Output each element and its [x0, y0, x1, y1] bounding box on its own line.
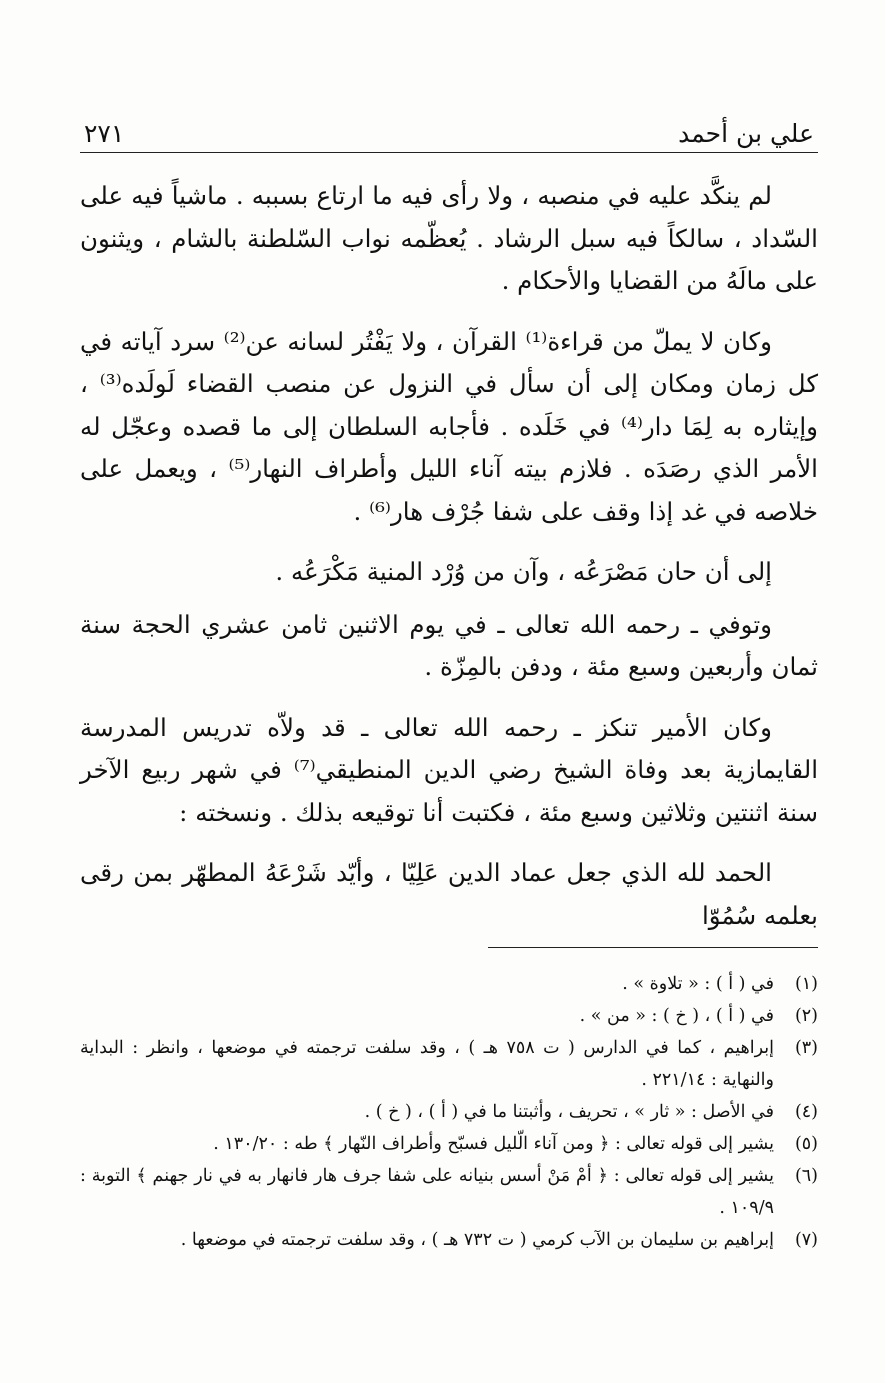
footnotes	[80, 968, 818, 1256]
footnote-text: في ( أ ) ، ( خ ) : « من » .	[579, 1006, 774, 1026]
footnote-number: (٣)	[794, 1038, 818, 1058]
footnote-number: (١)	[794, 974, 818, 994]
running-title: علي بن أحمد	[678, 119, 814, 148]
paragraph: وكان لا يملّ من قراءة⁽¹⁾ القرآن ، ولا يَفْتُر لسانه عن⁽²⁾ سرد آياته في كل زمان ومكان إلى أن سأل في النزول عن منصب القضاء لَولَده⁽³⁾ ، وإيثاره به لِمَا دار⁽⁴⁾ في خَلَده . فأجابه السلطان إلى ما قصده وعجّل له الأمر الذي رصَدَه . فلازم بيته آناء الليل وأطراف النهار⁽⁵⁾ ، ويعمل على خلاصه في غد إذا وقف على شفا جُرْف هار⁽⁶⁾ .	[80, 326, 818, 526]
footnote-rule	[488, 947, 818, 948]
footnote-number: (٤)	[794, 1102, 818, 1122]
footnote-item	[80, 1224, 818, 1256]
paragraph: إلى أن حان مَصْرَعُه ، وآن من وُرْد المنية مَكْرَعُه .	[275, 557, 772, 586]
page-number: ٢٧١	[84, 119, 125, 148]
footnote-item	[80, 1000, 818, 1032]
footnote-number: (٥)	[794, 1134, 818, 1154]
header-rule	[80, 152, 818, 153]
paragraph: الحمد لله الذي جعل عماد الدين عَلِيّا ، وأيّد شَرْعَهُ المطهّر بمن رقى بعلمه سُمُوّا	[80, 858, 818, 930]
footnote-number: (٦)	[794, 1166, 818, 1186]
paragraph: وكان الأمير تنكز ـ رحمه الله تعالى ـ قد ولاّه تدريس المدرسة القايمازية بعد وفاة الشيخ رضي الدين المنطيقي⁽⁷⁾ في شهر ربيع الآخر سنة اثنتين وثلاثين وسبع مئة ، فكتبت أنا توقيعه بذلك . ونسخته :	[80, 712, 819, 827]
footnote-item	[80, 1032, 818, 1096]
footnote-text: إبراهيم بن سليمان بن الآب كرمي ( ت ٧٣٢ هـ ) ، وقد سلفت ترجمته في موضعها .	[180, 1230, 774, 1250]
footnote-text: إبراهيم ، كما في الدارس ( ت ٧٥٨ هـ ) ، وقد سلفت ترجمته في موضعها ، وانظر : البداية والنهاية : ٢٢١/١٤ .	[80, 1038, 774, 1090]
footnote-item	[80, 968, 818, 1000]
footnote-item	[80, 1160, 818, 1224]
footnote-text: في ( أ ) : « تلاوة » .	[622, 974, 774, 994]
footnote-text: في الأصل : « ثار » ، تحريف ، وأثبتنا ما في ( أ ) ، ( خ ) .	[364, 1102, 774, 1122]
book-page	[80, 110, 818, 1256]
footnote-number: (٧)	[794, 1230, 818, 1250]
main-text	[80, 175, 818, 937]
footnote-number: (٢)	[794, 1006, 818, 1026]
footnote-item	[80, 1128, 818, 1160]
paragraph: لم ينكَّد عليه في منصبه ، ولا رأى فيه ما ارتاع بسببه . ماشياً فيه على السّداد ، سالكاً فيه سبل الرشاد . يُعظّمه نواب السّلطنة بالشام ، ويثنون على مالَهُ من القضايا والأحكام .	[80, 181, 818, 295]
footnote-item	[80, 1096, 818, 1128]
running-header	[80, 110, 818, 148]
footnote-text: يشير إلى قوله تعالى : ﴿ أمْ مَنْ أسس بنيانه على شفا جرف هار فانهار به في نار جهنم ﴾ التوبة : ١٠٩/٩ .	[80, 1166, 774, 1218]
paragraph: وتوفي ـ رحمه الله تعالى ـ في يوم الاثنين ثامن عشري الحجة سنة ثمان وأربعين وسبع مئة ، ودفن بالمِزّة .	[80, 609, 818, 681]
footnote-text: يشير إلى قوله تعالى : ﴿ ومن آناء الّليل فسبّح وأطراف النّهار ﴾ طه : ١٣٠/٢٠ .	[213, 1134, 774, 1154]
